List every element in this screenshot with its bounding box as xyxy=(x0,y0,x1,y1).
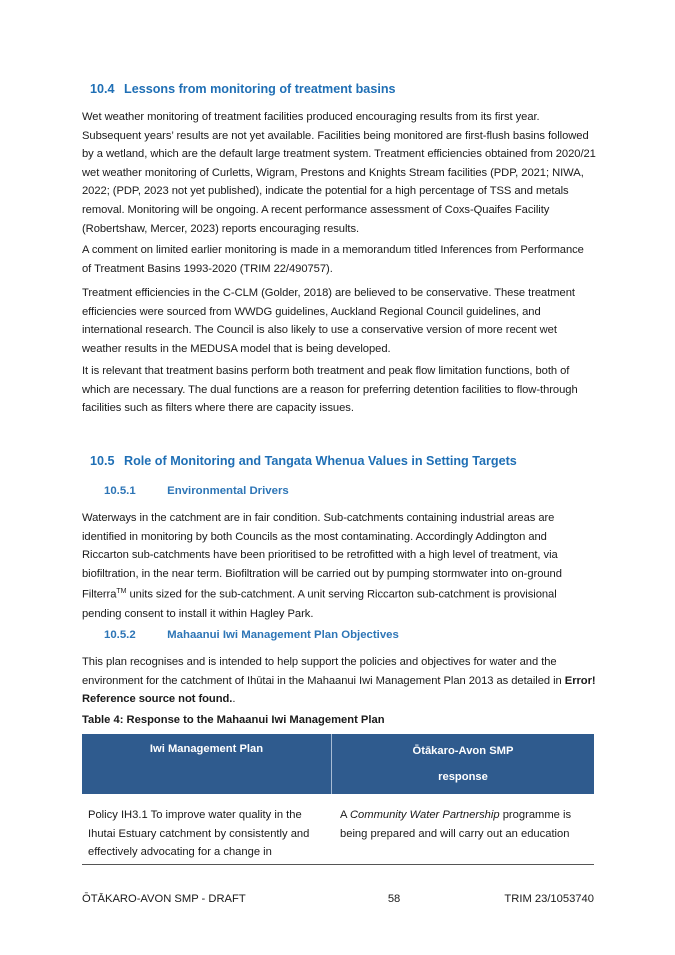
cell-text: programme is being prepared and will carry out an education xyxy=(340,809,572,840)
section-heading-10-5 xyxy=(90,454,517,468)
paragraph-text: units sized for the sub-catchment. A unit serving Riccarton sub-catchment is provisional pending consent to install it within Hagley Park. xyxy=(82,589,557,620)
reference-error-text: Error! Reference source not found. xyxy=(82,674,596,706)
header-line: response xyxy=(438,771,488,783)
table-header-iwi-plan: Iwi Management Plan xyxy=(82,734,332,794)
paragraph-end: . xyxy=(232,693,236,706)
header-line: Ōtākaro-Avon SMP xyxy=(412,745,514,757)
page-footer xyxy=(82,893,594,905)
response-table xyxy=(82,734,594,865)
subsection-title: Environmental Drivers xyxy=(167,485,289,497)
table-cell-policy: Policy IH3.1 To improve water quality in the Ihutai Estuary catchment by consistently and effectively advocating for a change in xyxy=(88,809,310,859)
table-caption: Table 4: Response to the Mahaanui Iwi Management Plan xyxy=(82,714,385,726)
paragraph-text: Waterways in the catchment are in fair condition. Sub-catchments containing industrial areas are identified in monitoring by both Councils as the most contaminating. Accordingly Addington and Riccarton sub-catchments have been prioritised to be retrofitted with a high level of treatment, via biofiltration, in the near term. Biofiltration will be carried out by pumping stormwater into on-ground Filterra xyxy=(82,512,562,602)
subsection-heading-10-5-1 xyxy=(104,485,289,497)
table-cell-response xyxy=(332,806,594,862)
subsection-number: 10.5.2 xyxy=(104,629,136,641)
paragraph-dual-functions: It is relevant that treatment basins perform both treatment and peak flow limitation functions, both of which are necessary. The dual functions are a reason for preferring detention facilities to flow-through facilities such as filters where there are capacity issues. xyxy=(82,365,578,415)
section-number: 10.4 xyxy=(90,82,115,96)
paragraph-monitoring-results: Wet weather monitoring of treatment facilities produced encouraging results from its first year. Subsequent years’ results are not yet available. Facilities being monitored are first-flush basins followed by a wetland, which are the default large treatment system. Treatment efficiencies obtained from 2020/21 wet weather monitoring of Curletts, Wigram, Prestons and Knights Stream facilities (PDP, 2021; NIWA, 2022; (PDP, 2023 not yet published), indicate the potential for a high percentage of TSS and metals removal. Monitoring will be ongoing. A recent performance assessment of Coxs-Quaifes Facility (Robertshaw, Mercer, 2023) reports encouraging results. xyxy=(82,111,596,235)
table-header-row xyxy=(82,734,594,794)
table-row xyxy=(82,806,594,865)
paragraph-treatment-efficiencies: Treatment efficiencies in the C-CLM (Golder, 2018) are believed to be conservative. These treatment efficiencies were sourced from WWDG guidelines, Auckland Regional Council guidelines, and international research. The Council is also likely to use a conservative version of more recent wet weather results in the MEDUSA model that is being developed. xyxy=(82,287,575,355)
section-number: 10.5 xyxy=(90,454,115,468)
section-title: Lessons from monitoring of treatment basins xyxy=(124,82,396,96)
footer-document-title: ŌTĀKARO-AVON SMP - DRAFT xyxy=(82,893,246,905)
footer-trim-reference: TRIM 23/1053740 xyxy=(504,893,594,905)
cell-italic-text: Community Water Partnership xyxy=(349,809,500,821)
section-heading-10-4 xyxy=(90,82,396,96)
paragraph-iwi-plan xyxy=(82,653,596,709)
cell-text: A xyxy=(340,809,350,821)
subsection-heading-10-5-2 xyxy=(104,629,399,641)
trademark-mark: TM xyxy=(116,588,127,596)
section-title: Role of Monitoring and Tangata Whenua Values in Setting Targets xyxy=(124,454,517,468)
table-header-smp-response xyxy=(332,729,594,794)
footer-page-number: 58 xyxy=(387,893,401,905)
paragraph-earlier-monitoring: A comment on limited earlier monitoring is made in a memorandum titled Inferences from Performance of Treatment Basins 1993-2020 (TRIM 22/490757). xyxy=(82,244,584,275)
paragraph-text: This plan recognises and is intended to help support the policies and objectives for water and the environment for the catchment of Ihūtai in the Mahaanui Iwi Management Plan 2013 as detailed in xyxy=(82,656,565,687)
subsection-number: 10.5.1 xyxy=(104,485,136,497)
subsection-title: Mahaanui Iwi Management Plan Objectives xyxy=(167,629,399,641)
paragraph-environmental-drivers xyxy=(82,509,596,623)
